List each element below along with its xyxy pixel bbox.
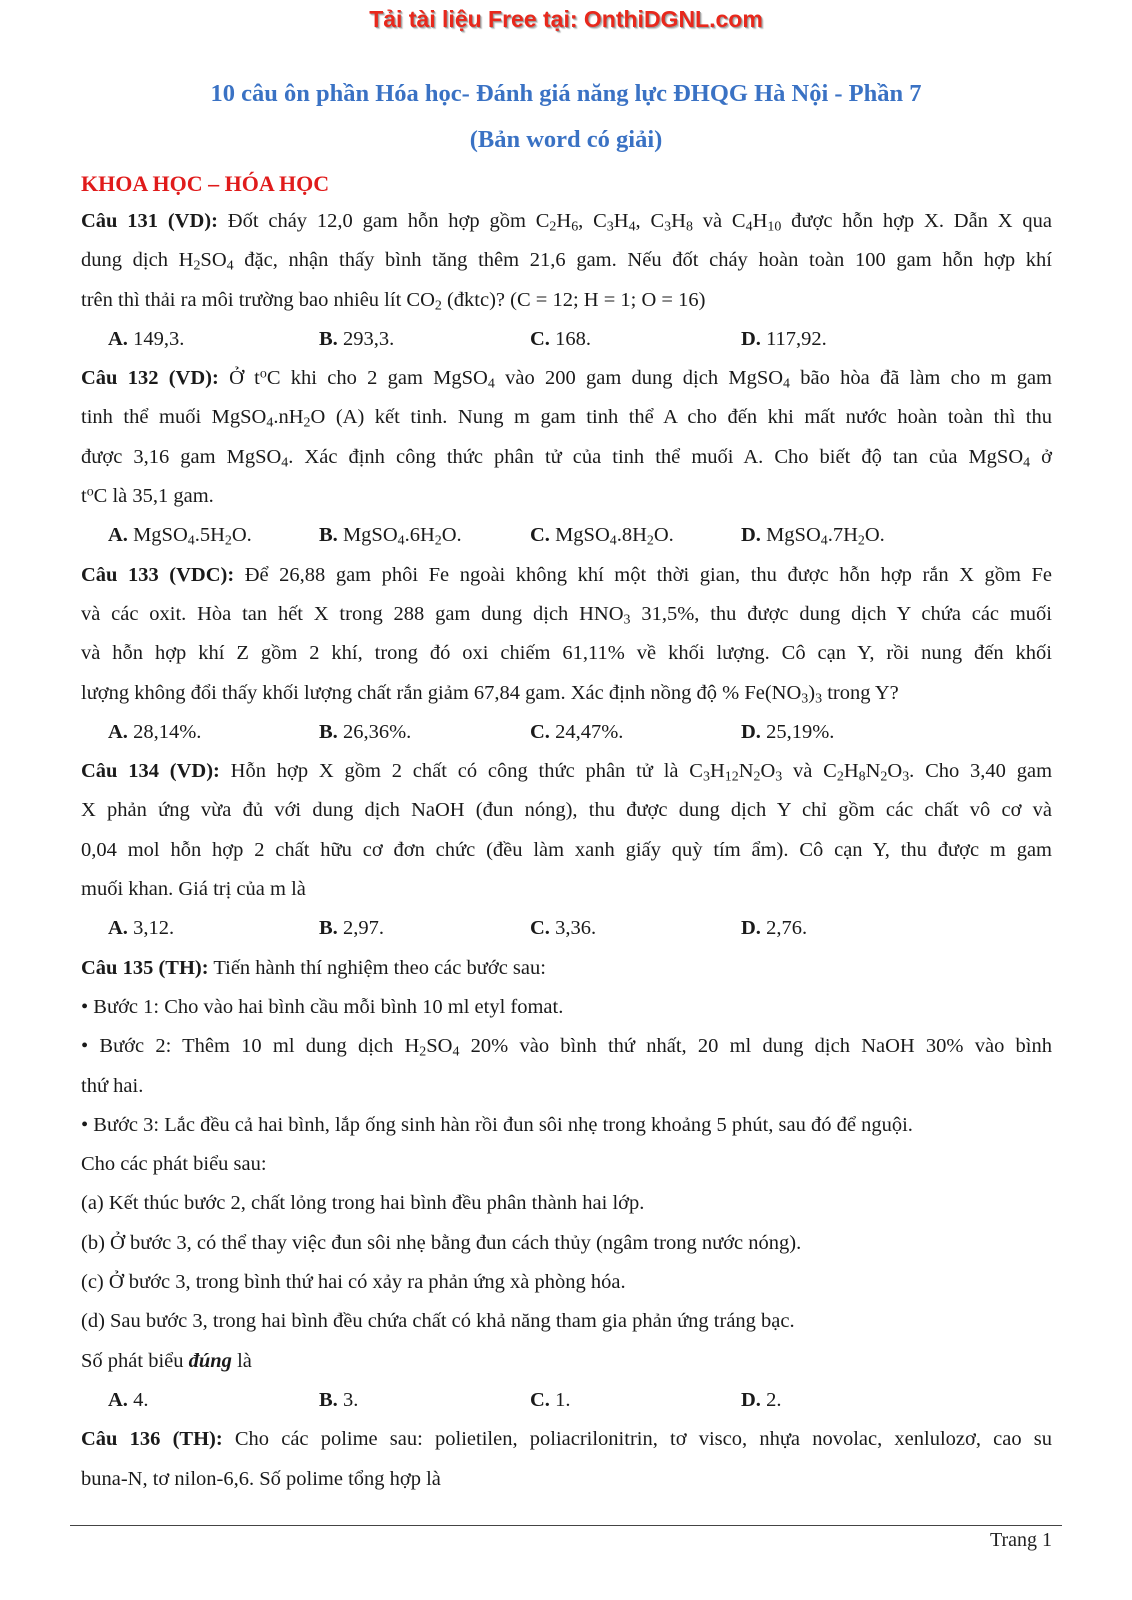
section-heading: KHOA HỌC – HÓA HỌC — [81, 171, 330, 196]
document-title: 10 câu ôn phần Hóa học- Đánh giá năng lực ĐHQG Hà Nội - Phần 7 — [210, 80, 922, 107]
q132-options — [81, 516, 1052, 555]
q134-option-b: B. 2,97. — [319, 917, 384, 940]
q135-label: Câu 135 (TH): — [81, 956, 209, 979]
q131-option-a: A. 149,3. — [108, 327, 185, 350]
q133-line4: lượng không đổi thấy khối lượng chất rắn giảm 67,84 gam. Xác định nồng độ % $Fe(NO_3)_3$ trong Y? — [81, 681, 899, 707]
q135-step3: • Bước 3: Lắc đều cả hai bình, lắp ống sinh hàn rồi đun sôi nhẹ trong khoảng 5 phút, sau đó để nguội. — [81, 1113, 913, 1136]
q135-statement-a: (a) Kết thúc bước 2, chất lỏng trong hai bình đều phân thành hai lớp. — [81, 1192, 645, 1215]
footer-divider — [70, 1525, 1062, 1526]
q135-statement-d: (d) Sau bước 3, trong hai bình đều chứa chất có khả năng tham gia phản ứng tráng bạc. — [81, 1310, 795, 1333]
q136-line1: Câu 136 (TH): Cho các polime sau: polietilen, poliacrilonitrin, tơ visco, nhựa novolac, xenlulozơ, cao su — [81, 1428, 1052, 1451]
page-number: Trang 1 — [989, 1529, 1052, 1551]
q135-options — [81, 1381, 1052, 1420]
q135-option-b: B. 3. — [319, 1388, 359, 1411]
q136-line2: buna-N, tơ nilon-6,6. Số polime tổng hợp là — [81, 1467, 441, 1490]
q132-line1: Câu 132 (VD): Ở $t^oC$ khi cho 2 gam MgSO$_4$ vào 200 gam dung dịch MgSO$_4$ bão hòa đã làm cho m gam — [81, 366, 1052, 392]
source-banner: Tải tài liệu Free tại: OnthiDGNL.com — [369, 6, 763, 32]
q134-label: Câu 134 (VD): — [81, 760, 220, 783]
q132-line4: $t^oC$ là 35,1 gam. — [81, 484, 214, 508]
questions-body — [81, 202, 1052, 1499]
q134-line4: muối khan. Giá trị của m là — [81, 878, 306, 901]
q132-option-a: A. $MgSO_4.5H_2O$. — [108, 524, 252, 549]
q131-line1: Câu 131 (VD): Đốt cháy 12,0 gam hỗn hợp gồm $C_2H_6$, $C_3H_4$, $C_3H_8$ và $C_4H_{10}$ được hỗn hợp X. Dẫn X qua — [81, 210, 1052, 235]
q134-option-c: C. 3,36. — [530, 917, 597, 940]
q133-line1: Câu 133 (VDC): Để 26,88 gam phôi Fe ngoài không khí một thời gian, thu được hỗn hợp rắn X gồm Fe — [81, 563, 1052, 586]
q133-options — [81, 713, 1052, 752]
q133-option-d: D. 25,19%. — [741, 720, 835, 743]
q132-option-d: D. $MgSO_4.7H_2O$. — [741, 524, 885, 549]
q133-option-c: C. 24,47%. — [530, 720, 624, 743]
q134-line2: X phản ứng vừa đủ với dung dịch NaOH (đun nóng), thu được dung dịch Y chỉ gồm các chất vô cơ và — [81, 799, 1052, 822]
q134-line1: Câu 134 (VD): Hỗn hợp X gồm 2 chất có công thức phân tử là $C_3H_{12}N_2O_3$ và $C_2H_8N_2O_3$. Cho 3,40 gam — [81, 760, 1053, 785]
q135-step2-line2: thứ hai. — [81, 1074, 144, 1097]
q132-label: Câu 132 (VD): — [81, 367, 219, 390]
q132-line3: được 3,16 gam MgSO$_4$. Xác định công thức phân tử của tinh thể muối A. Cho biết độ tan của MgSO$_4$ ở — [81, 445, 1053, 471]
q134-line3: 0,04 mol hỗn hợp 2 chất hữu cơ đơn chức (đều làm xanh giấy quỳ tím ẩm). Cô cạn Y, thu được m gam — [81, 838, 1052, 861]
q135-option-a: A. 4. — [108, 1388, 149, 1411]
q133-line2: và các oxit. Hòa tan hết X trong 288 gam dung dịch $HNO_3$ 31,5%, thu được dung dịch Y chứa các muối — [81, 602, 1052, 628]
q133-label: Câu 133 (VDC): — [81, 563, 235, 586]
q135-option-d: D. 2. — [741, 1388, 782, 1411]
q135-step2-line1: • Bước 2: Thêm 10 ml dung dịch $H_2SO_4$ 20% vào bình thứ nhất, 20 ml dung dịch NaOH 30% vào bình — [81, 1035, 1052, 1060]
q133-line3: và hỗn hợp khí Z gồm 2 khí, trong đó oxi chiếm 61,11% về khối lượng. Cô cạn Y, rồi nung đến khối — [81, 642, 1052, 665]
q135-line1: Câu 135 (TH): Tiến hành thí nghiệm theo các bước sau: — [81, 956, 546, 979]
q131-line2: dung dịch $H_2SO_4$ đặc, nhận thấy bình tăng thêm 21,6 gam. Nếu đốt cháy hoàn toàn 100 gam hỗn hợp khí — [81, 249, 1052, 274]
q134-option-d: D. 2,76. — [741, 917, 808, 940]
q135-statement-b: (b) Ở bước 3, có thể thay việc đun sôi nhẹ bằng đun cách thủy (ngâm trong nước nóng). — [81, 1231, 802, 1254]
q135-ask: Số phát biểu đúng là — [81, 1349, 252, 1372]
q134-options — [81, 909, 1052, 948]
q135-step1: • Bước 1: Cho vào hai bình cầu mỗi bình 10 ml etyl fomat. — [81, 995, 564, 1018]
q132-option-b: B. $MgSO_4.6H_2O$. — [319, 524, 462, 549]
document-subtitle: (Bản word có giải) — [469, 126, 663, 153]
q133-option-a: A. 28,14%. — [108, 720, 202, 743]
q131-option-d: D. 117,92. — [741, 327, 827, 350]
q135-statement-c: (c) Ở bước 3, trong bình thứ hai có xảy ra phản ứng xà phòng hóa. — [81, 1271, 626, 1294]
q131-line3: trên thì thải ra môi trường bao nhiêu lít $CO_2$ (đktc)? (C = 12; H = 1; O = 16) — [81, 288, 706, 314]
q135-option-c: C. 1. — [530, 1388, 571, 1411]
q134-option-a: A. 3,12. — [108, 917, 175, 940]
q132-line2: tinh thể muối $MgSO_4.nH_2O$ (A) kết tinh. Nung m gam tinh thể A cho đến khi mất nước hoàn toàn thì thu — [81, 406, 1053, 431]
q133-option-b: B. 26,36%. — [319, 720, 412, 743]
q136-label: Câu 136 (TH): — [81, 1428, 223, 1451]
q131-label: Câu 131 (VD): — [81, 210, 218, 232]
q131-option-b: B. 293,3. — [319, 327, 395, 350]
q135-prompt: Cho các phát biểu sau: — [81, 1153, 267, 1176]
q131-options — [81, 320, 1052, 359]
q132-option-c: C. $MgSO_4.8H_2O$. — [530, 524, 674, 549]
q131-option-c: C. 168. — [530, 327, 591, 350]
